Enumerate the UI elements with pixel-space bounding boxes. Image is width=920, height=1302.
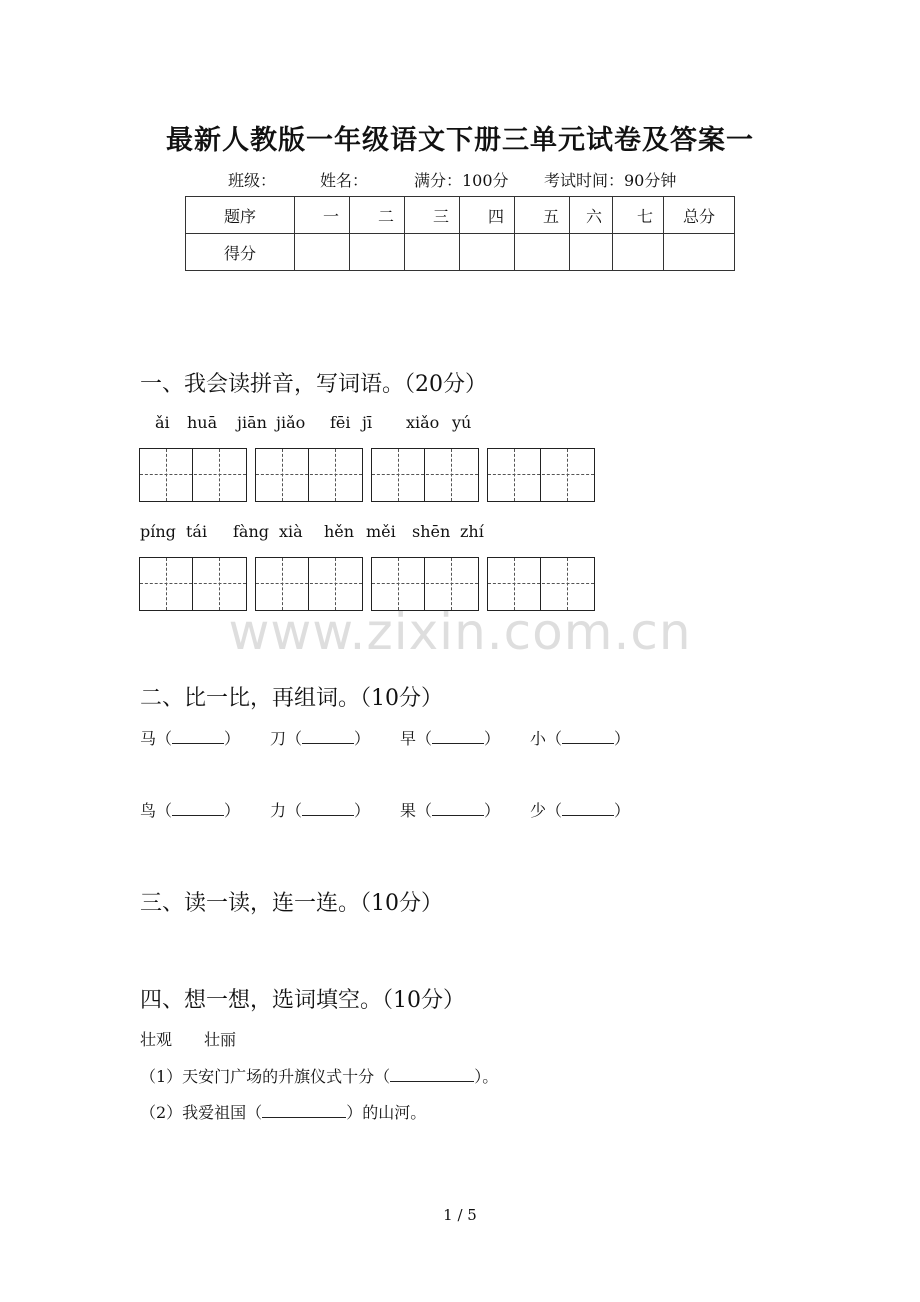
section-1-heading: 一、我会读拼音，写词语。（20分） bbox=[140, 372, 487, 397]
answer-blank[interactable] bbox=[562, 801, 614, 816]
answer-blank[interactable] bbox=[302, 729, 354, 744]
page-title: 最新人教版一年级语文下册三单元试卷及答案一 bbox=[166, 125, 754, 156]
question-2 bbox=[140, 1100, 426, 1123]
word-item: 力（ ） bbox=[270, 801, 371, 820]
page-number: 1 / 5 bbox=[443, 1206, 477, 1224]
pinyin: xiǎo bbox=[406, 413, 440, 432]
score-table-score-row bbox=[186, 234, 735, 271]
pinyin: fàng bbox=[233, 522, 270, 541]
pinyin: yú bbox=[452, 413, 472, 432]
pinyin-row-1 bbox=[0, 413, 920, 433]
pinyin: shēn bbox=[412, 522, 451, 541]
score-header-cell: 七 bbox=[613, 197, 664, 234]
answer-blank[interactable] bbox=[172, 801, 224, 816]
watermark: www.zixin.com.cn bbox=[228, 603, 692, 661]
word-char: 果 bbox=[400, 801, 417, 820]
score-cell[interactable] bbox=[515, 234, 570, 271]
name-label: 姓名： bbox=[320, 171, 369, 190]
score-row-label: 得分 bbox=[186, 234, 295, 271]
score-header-cell: 三 bbox=[405, 197, 460, 234]
pinyin: fēi bbox=[330, 413, 351, 432]
pinyin: jiān bbox=[237, 413, 267, 432]
word-char: 少 bbox=[530, 801, 547, 820]
word-char: 力 bbox=[270, 801, 287, 820]
score-cell[interactable] bbox=[350, 234, 405, 271]
answer-blank[interactable] bbox=[302, 801, 354, 816]
answer-blank[interactable] bbox=[262, 1103, 346, 1118]
writing-grid[interactable] bbox=[139, 448, 247, 502]
word-char: 马 bbox=[140, 729, 157, 748]
question-1 bbox=[140, 1064, 498, 1087]
score-header-cell: 四 bbox=[460, 197, 515, 234]
pinyin: jī bbox=[362, 413, 373, 432]
pinyin: měi bbox=[366, 522, 396, 541]
word-char: 小 bbox=[530, 729, 547, 748]
score-header-cell: 六 bbox=[570, 197, 613, 234]
pinyin: huā bbox=[187, 413, 218, 432]
score-header-cell: 二 bbox=[350, 197, 405, 234]
pinyin: hěn bbox=[324, 522, 355, 541]
question-2-text: （2）我爱祖国（ bbox=[140, 1103, 263, 1122]
score-cell[interactable] bbox=[570, 234, 613, 271]
question-1-text: （1）天安门广场的升旗仪式十分（ bbox=[140, 1067, 391, 1086]
word-char: 刀 bbox=[270, 729, 287, 748]
pinyin: tái bbox=[186, 522, 208, 541]
score-table bbox=[185, 196, 735, 271]
word-choices: 壮观 壮丽 bbox=[140, 1030, 237, 1049]
score-header-cell: 一 bbox=[295, 197, 350, 234]
writing-grid[interactable] bbox=[255, 448, 363, 502]
exam-time: 考试时间：90分钟 bbox=[544, 171, 677, 190]
full-marks: 满分：100分 bbox=[414, 171, 509, 190]
question-1-end: ）。 bbox=[474, 1067, 499, 1086]
class-label: 班级： bbox=[228, 171, 277, 190]
word-item: 早（ ） bbox=[400, 729, 501, 748]
answer-blank[interactable] bbox=[390, 1067, 474, 1082]
pinyin: zhí bbox=[460, 522, 484, 541]
word-char: 鸟 bbox=[140, 801, 157, 820]
score-table-header-row bbox=[186, 197, 735, 234]
pinyin: jiǎo bbox=[276, 413, 306, 432]
answer-blank[interactable] bbox=[172, 729, 224, 744]
answer-blank[interactable] bbox=[432, 729, 484, 744]
answer-blank[interactable] bbox=[432, 801, 484, 816]
question-2-end: ）的山河。 bbox=[346, 1103, 427, 1122]
pinyin: ǎi bbox=[155, 413, 170, 432]
score-cell[interactable] bbox=[295, 234, 350, 271]
section-4-heading: 四、想一想，选词填空。（10分） bbox=[140, 988, 465, 1013]
score-cell[interactable] bbox=[613, 234, 664, 271]
word-item: 马（ ） bbox=[140, 729, 241, 748]
score-cell[interactable] bbox=[405, 234, 460, 271]
score-cell[interactable] bbox=[664, 234, 735, 271]
word-item: 果（ ） bbox=[400, 801, 501, 820]
word-item: 鸟（ ） bbox=[140, 801, 241, 820]
word-char: 早 bbox=[400, 729, 417, 748]
section-2-heading: 二、比一比，再组词。（10分） bbox=[140, 686, 443, 711]
writing-grid[interactable] bbox=[371, 448, 479, 502]
score-cell[interactable] bbox=[460, 234, 515, 271]
section-3-heading: 三、读一读，连一连。（10分） bbox=[140, 891, 443, 916]
exam-meta bbox=[228, 168, 676, 191]
pinyin-row-2 bbox=[0, 522, 920, 542]
word-item: 小（ ） bbox=[530, 729, 631, 748]
score-header-cell: 五 bbox=[515, 197, 570, 234]
answer-blank[interactable] bbox=[562, 729, 614, 744]
score-header-cell: 总分 bbox=[664, 197, 735, 234]
pinyin: píng bbox=[140, 522, 176, 541]
pinyin: xià bbox=[279, 522, 303, 541]
writing-grid[interactable] bbox=[487, 448, 595, 502]
word-item: 刀（ ） bbox=[270, 729, 371, 748]
score-header-cell: 题序 bbox=[186, 197, 295, 234]
word-item: 少（ ） bbox=[530, 801, 631, 820]
